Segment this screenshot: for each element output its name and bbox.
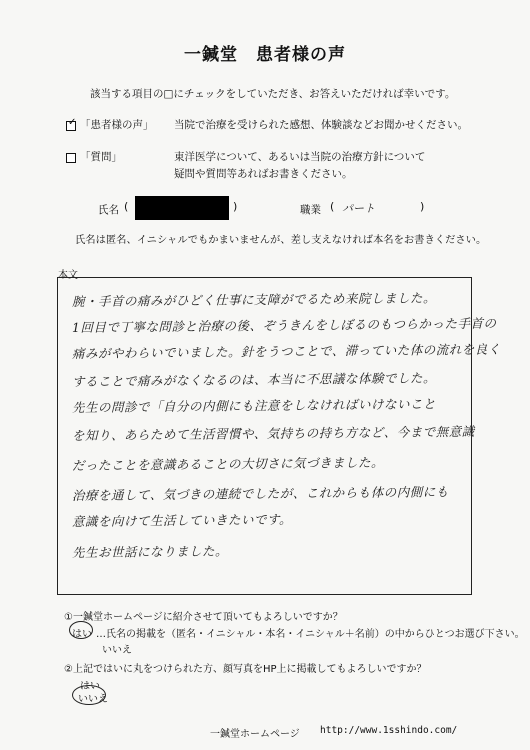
occupation-label: 職業 xyxy=(300,204,321,216)
body-line: 腕・手首の痛みがひどく仕事に支障がでるため来院しました。 xyxy=(71,290,437,309)
option-label-patient-voice: 「患者様の声」 xyxy=(80,119,154,131)
question-2-yes[interactable]: はい xyxy=(80,681,100,692)
name-paren-open: ( xyxy=(124,200,129,213)
checkbox-patient-voice[interactable] xyxy=(66,117,77,131)
footer-label: 一鍼堂ホームページ xyxy=(210,729,300,740)
body-line: することで痛みがなくなるのは、本当に不思議な体験でした。 xyxy=(71,370,437,389)
page-title: 一鍼堂 患者様の声 xyxy=(184,45,346,65)
occupation-paren-close: ) xyxy=(420,200,425,213)
body-line: 1回目で丁寧な問診と治療の後、ぞうきんをしぼるのもつらかった手首の xyxy=(71,315,497,335)
checkbox-question[interactable] xyxy=(66,153,76,163)
body-line: 意識を向けて生活していきたいです。 xyxy=(71,511,293,529)
footer-url[interactable]: http://www.1sshindo.com/ xyxy=(320,725,458,736)
option-desc-question-line1: 東洋医学について、あるいは当院の治療方針について xyxy=(174,151,426,163)
body-line: 痛みがやわらいでいました。針をうつことで、滞っていた体の流れを良く xyxy=(71,341,501,361)
name-label: 氏名 xyxy=(98,204,119,216)
occupation-paren-open: ( xyxy=(330,200,335,213)
option-desc-question-line2: 疑問や質問等あればお書きください。 xyxy=(174,168,353,180)
question-2-no[interactable]: いいえ xyxy=(78,694,108,705)
option-desc-patient-voice: 当院で治療を受けられた感想、体験談などお聞かせください。 xyxy=(174,119,468,131)
body-label: 本文 xyxy=(58,270,78,281)
body-line: 先生の問診で「自分の内側にも注意をしなければいけないこと xyxy=(71,396,437,415)
question-1: ①一鍼堂ホームページに紹介させて頂いてもよろしいですか？ xyxy=(64,612,343,623)
question-1-no[interactable]: いいえ xyxy=(102,645,132,656)
question-1-detail: …氏名の掲載を（匿名・イニシャル・本名・イニシャル＋名前）の中からひとつお選び下さい。 xyxy=(96,629,525,640)
name-note: 氏名は匿名、イニシャルでもかまいませんが、差し支えなければ本名をお書きください。 xyxy=(75,234,487,246)
question-2: ②上記ではいに丸をつけられた方、顔写真をHP上に掲載してもよろしいですか？ xyxy=(64,664,427,675)
body-line: 先生お世話になりました。 xyxy=(71,543,229,560)
occupation-value: パート xyxy=(342,202,375,215)
body-line: を知り、あらためて生活習慣や、気持ちの持ち方など、今まで無意識 xyxy=(71,423,475,443)
option-label-question: 「質問」 xyxy=(80,151,122,163)
redacted-name xyxy=(135,196,229,220)
checkmark-icon: ✓ xyxy=(68,117,77,128)
name-paren-close: ) xyxy=(233,200,238,213)
instructions: 該当する項目の□にチェックをしていただき、お答えいただければ幸いです。 xyxy=(90,88,456,100)
question-1-yes[interactable]: はい xyxy=(72,629,92,640)
body-line: 治療を通して、気づきの連続でしたが、これからも体の内側にも xyxy=(71,484,449,503)
body-line: だったことを意識あることの大切さに気づきました。 xyxy=(71,454,385,473)
